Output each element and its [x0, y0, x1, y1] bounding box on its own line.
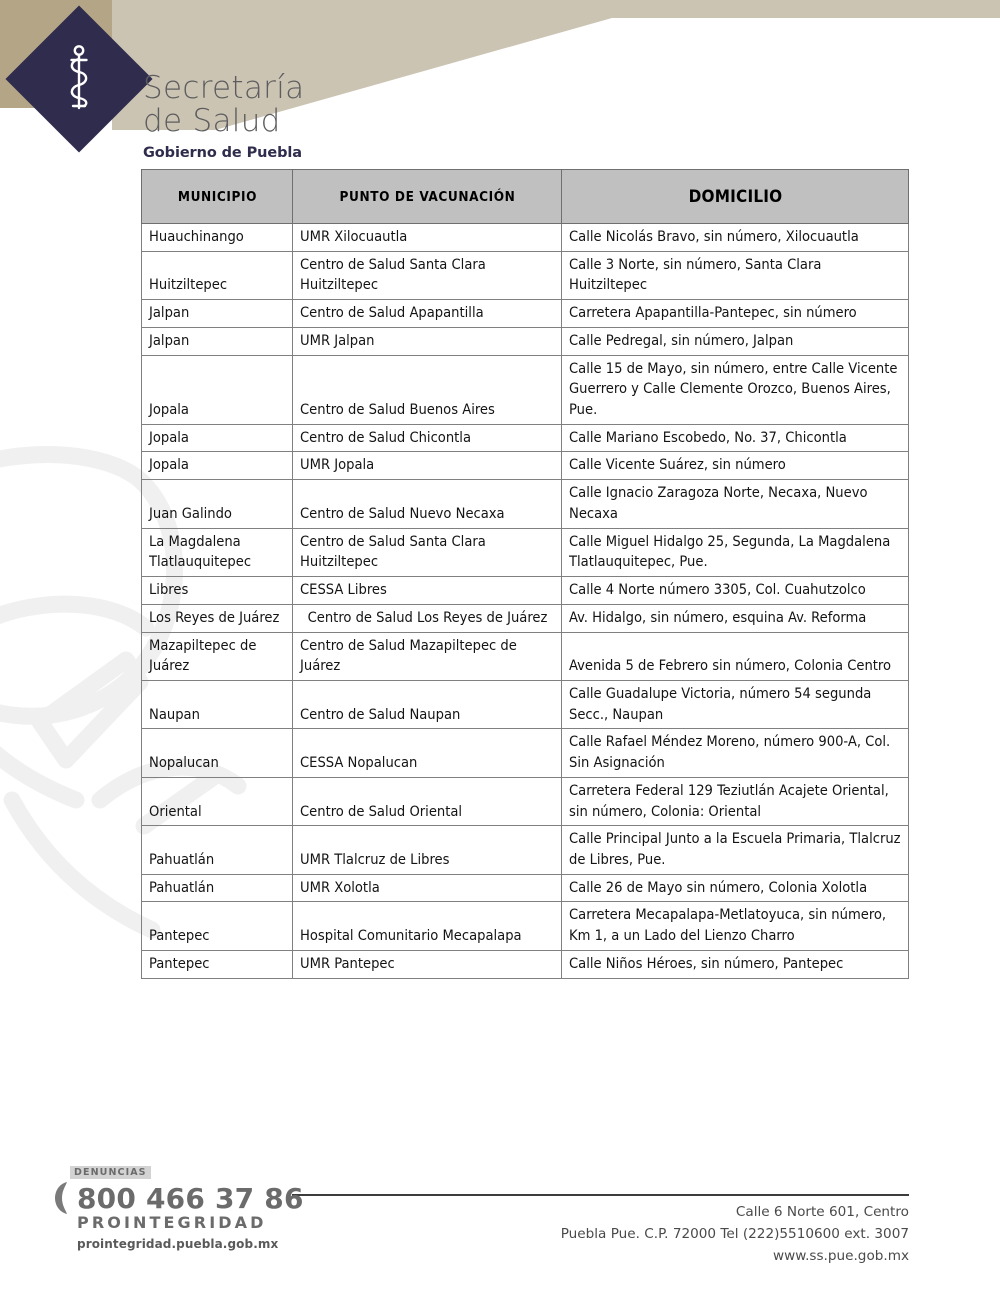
cell-domicilio: Carretera Federal 129 Teziutlán Acajete Oriental, sin número, Colonia: Oriental	[562, 777, 909, 825]
table-row	[142, 528, 909, 576]
cell-municipio: Pahuatlán	[142, 874, 293, 902]
column-header-municipio: MUNICIPIO	[142, 170, 293, 224]
cell-punto-vacunacion: Centro de Salud Mazapiltepec de Juárez	[293, 632, 562, 680]
cell-punto-vacunacion: Centro de Salud Los Reyes de Juárez	[293, 604, 562, 632]
cell-domicilio: Calle Niños Héroes, sin número, Pantepec	[562, 950, 909, 978]
table-row	[142, 604, 909, 632]
cell-domicilio: Avenida 5 de Febrero sin número, Colonia Centro	[562, 632, 909, 680]
brand-title	[143, 72, 304, 138]
cell-punto-vacunacion: UMR Tlalcruz de Libres	[293, 826, 562, 874]
address-line-1: Calle 6 Norte 601, Centro	[735, 1204, 909, 1220]
denuncias-phone-number: 800 466 37 86	[77, 1181, 304, 1215]
column-header-punto-vacunacion: PUNTO DE VACUNACIÓN	[293, 170, 562, 224]
cell-domicilio: Calle Rafael Méndez Moreno, número 900-A, Col. Sin Asignación	[562, 729, 909, 777]
table-row	[142, 480, 909, 528]
cell-municipio: Juan Galindo	[142, 480, 293, 528]
cell-municipio: Jalpan	[142, 300, 293, 328]
cell-domicilio: Calle Vicente Suárez, sin número	[562, 452, 909, 480]
column-header-domicilio: DOMICILIO	[562, 170, 909, 224]
cell-municipio: Jalpan	[142, 327, 293, 355]
cell-domicilio: Calle Miguel Hidalgo 25, Segunda, La Magdalena Tlatlauquitepec, Pue.	[562, 528, 909, 576]
cell-municipio: Pantepec	[142, 902, 293, 950]
table-row	[142, 874, 909, 902]
table-row	[142, 729, 909, 777]
cell-punto-vacunacion: Centro de Salud Apapantilla	[293, 300, 562, 328]
cell-municipio: Jopala	[142, 424, 293, 452]
brand-line-1: Secretaría	[143, 70, 305, 106]
cell-domicilio: Calle Pedregal, sin número, Jalpan	[562, 327, 909, 355]
table-row	[142, 327, 909, 355]
table-row	[142, 950, 909, 978]
cell-punto-vacunacion: Centro de Salud Chicontla	[293, 424, 562, 452]
cell-domicilio: Calle Ignacio Zaragoza Norte, Necaxa, Nuevo Necaxa	[562, 480, 909, 528]
vaccination-sites-table	[141, 169, 909, 979]
cell-domicilio: Calle Guadalupe Victoria, número 54 segunda Secc., Naupan	[562, 680, 909, 728]
cell-domicilio: Calle Principal Junto a la Escuela Primaria, Tlalcruz de Libres, Pue.	[562, 826, 909, 874]
cell-municipio: Huauchinango	[142, 224, 293, 252]
table-row	[142, 452, 909, 480]
cell-punto-vacunacion: UMR Xolotla	[293, 874, 562, 902]
cell-domicilio: Calle Mariano Escobedo, No. 37, Chicontla	[562, 424, 909, 452]
cell-punto-vacunacion: UMR Jopala	[293, 452, 562, 480]
cell-domicilio: Calle Nicolás Bravo, sin número, Xilocuautla	[562, 224, 909, 252]
denuncias-phone-row	[52, 1181, 304, 1215]
cell-municipio: Oriental	[142, 777, 293, 825]
table-row	[142, 355, 909, 424]
brand-subtitle: Gobierno de Puebla	[143, 145, 302, 161]
cell-punto-vacunacion: Centro de Salud Naupan	[293, 680, 562, 728]
table-row	[142, 902, 909, 950]
cell-municipio: Naupan	[142, 680, 293, 728]
prointegridad-url: prointegridad.puebla.gob.mx	[77, 1237, 279, 1251]
cell-punto-vacunacion: Centro de Salud Oriental	[293, 777, 562, 825]
cell-punto-vacunacion: CESSA Libres	[293, 577, 562, 605]
cell-punto-vacunacion: Centro de Salud Santa Clara Huitziltepec	[293, 251, 562, 299]
cell-domicilio: Av. Hidalgo, sin número, esquina Av. Reforma	[562, 604, 909, 632]
cell-domicilio: Calle 15 de Mayo, sin número, entre Calle Vicente Guerrero y Calle Clemente Orozco, Buenos Aires, Pue.	[562, 355, 909, 424]
cell-domicilio: Calle 26 de Mayo sin número, Colonia Xolotla	[562, 874, 909, 902]
cell-punto-vacunacion: Centro de Salud Nuevo Necaxa	[293, 480, 562, 528]
cell-municipio: Jopala	[142, 355, 293, 424]
table-row	[142, 577, 909, 605]
cell-domicilio: Calle 3 Norte, sin número, Santa Clara Huitziltepec	[562, 251, 909, 299]
footer-contact-address	[561, 1202, 909, 1267]
cell-punto-vacunacion: CESSA Nopalucan	[293, 729, 562, 777]
table-row	[142, 251, 909, 299]
cell-domicilio: Carretera Apapantilla-Pantepec, sin número	[562, 300, 909, 328]
cell-punto-vacunacion: Centro de Salud Buenos Aires	[293, 355, 562, 424]
table-head	[142, 170, 909, 224]
address-line-3: www.ss.pue.gob.mx	[772, 1247, 909, 1264]
table-row	[142, 224, 909, 252]
cell-domicilio: Calle 4 Norte número 3305, Col. Cuahutzolco	[562, 577, 909, 605]
cell-punto-vacunacion: UMR Xilocuautla	[293, 224, 562, 252]
denuncias-label: DENUNCIAS	[70, 1166, 151, 1179]
cell-municipio: Libres	[142, 577, 293, 605]
cell-punto-vacunacion: UMR Pantepec	[293, 950, 562, 978]
cell-municipio: Pantepec	[142, 950, 293, 978]
table-row	[142, 632, 909, 680]
address-line-2: Puebla Pue. C.P. 72000 Tel (222)5510600 ext. 3007	[560, 1225, 909, 1242]
cell-municipio: Mazapiltepec de Juárez	[142, 632, 293, 680]
table-row	[142, 300, 909, 328]
phone-handset-icon	[52, 1181, 74, 1215]
denuncias-block	[52, 1162, 304, 1251]
cell-domicilio: Carretera Mecapalapa-Metlatoyuca, sin número, Km 1, a un Lado del Lienzo Charro	[562, 902, 909, 950]
rod-of-asclepius-icon	[60, 44, 98, 116]
cell-punto-vacunacion: Hospital Comunitario Mecapalapa	[293, 902, 562, 950]
table-row	[142, 826, 909, 874]
cell-municipio: Huitziltepec	[142, 251, 293, 299]
table-row	[142, 680, 909, 728]
prointegridad-wordmark: PROINTEGRIDAD	[77, 1213, 267, 1232]
table-body	[142, 224, 909, 979]
table-row	[142, 424, 909, 452]
cell-municipio: La Magdalena Tlatlauquitepec	[142, 528, 293, 576]
cell-municipio: Los Reyes de Juárez	[142, 604, 293, 632]
cell-punto-vacunacion: Centro de Salud Santa Clara Huitziltepec	[293, 528, 562, 576]
table-header-row	[142, 170, 909, 224]
cell-punto-vacunacion: UMR Jalpan	[293, 327, 562, 355]
table-row	[142, 777, 909, 825]
cell-municipio: Nopalucan	[142, 729, 293, 777]
cell-municipio: Jopala	[142, 452, 293, 480]
footer-divider	[292, 1194, 909, 1196]
brand-line-2: de Salud	[143, 102, 281, 139]
cell-municipio: Pahuatlán	[142, 826, 293, 874]
